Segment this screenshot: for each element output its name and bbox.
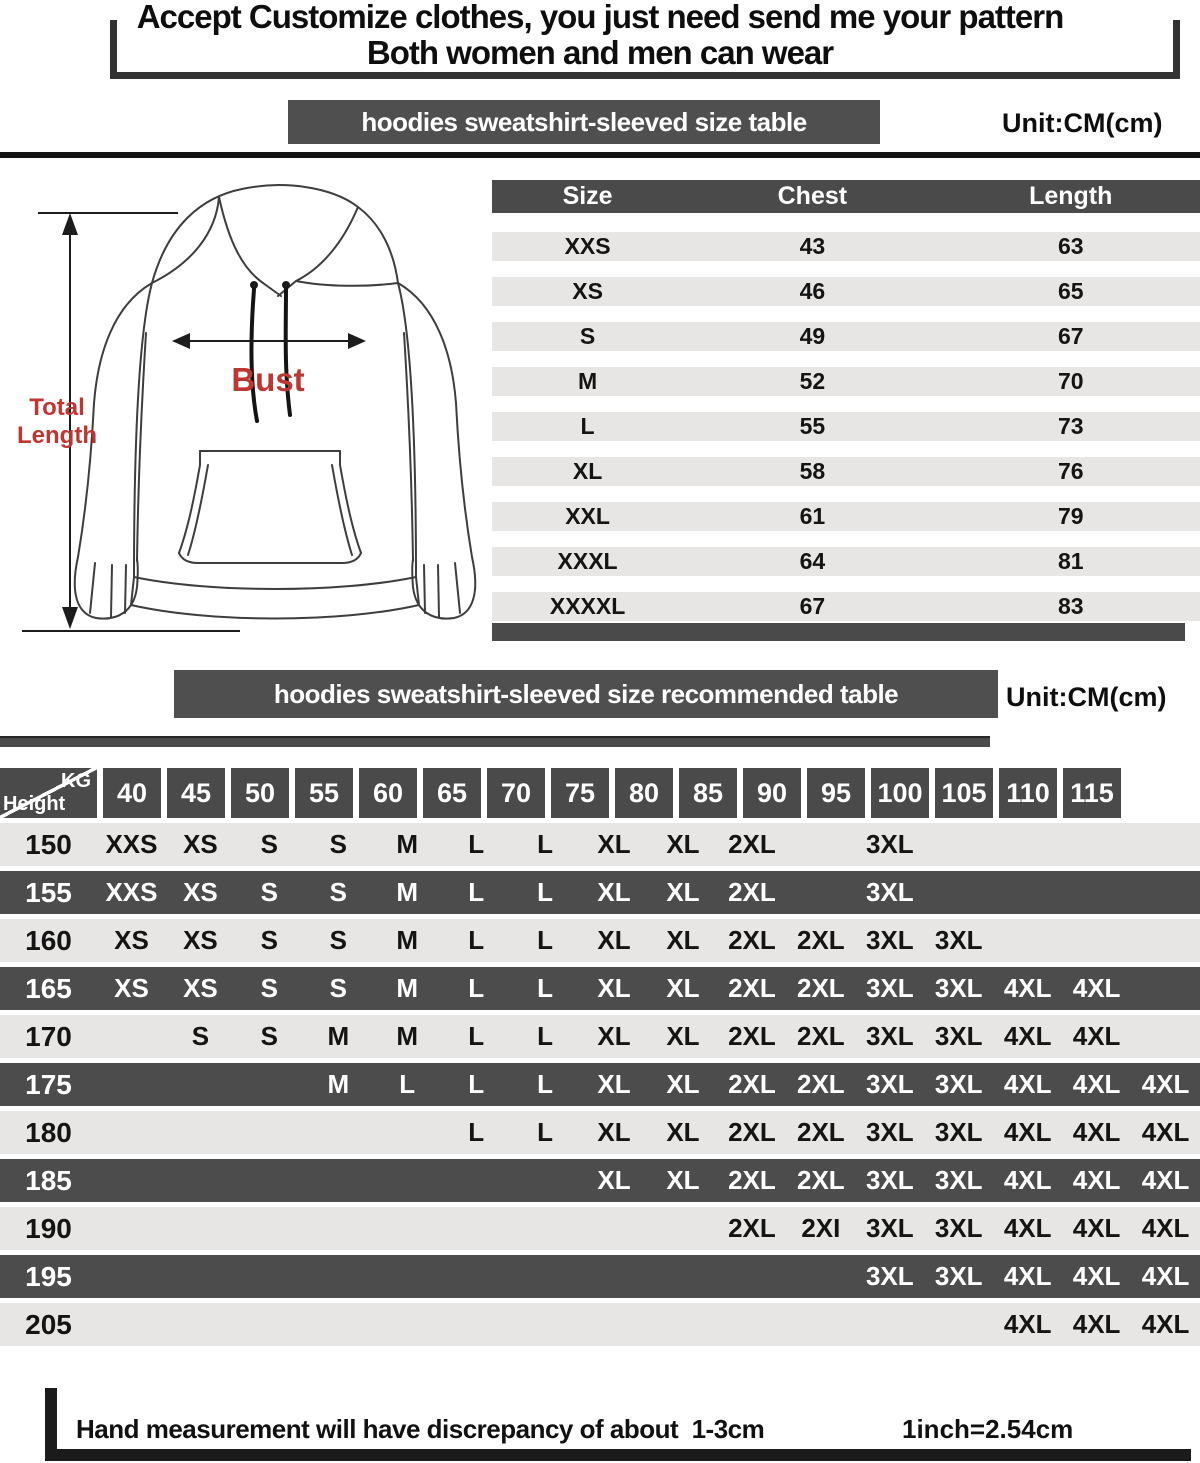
size-table-row — [492, 547, 1200, 576]
size-cell: 4XL — [1141, 1069, 1190, 1099]
size-cell: 4XL — [1003, 1069, 1052, 1099]
recommend-table-header — [0, 768, 1200, 818]
size-table-cell: XXXL — [557, 548, 618, 574]
size-table-cell: XS — [572, 278, 603, 304]
kg-height-corner-cell — [0, 768, 97, 818]
size-table-cell: 67 — [799, 593, 826, 619]
bust-label: Bust — [231, 361, 305, 398]
size-cell: M — [396, 829, 419, 859]
size-cell: L — [468, 925, 485, 955]
size-cell: 4XL — [1141, 1309, 1190, 1339]
size-cell: XS — [114, 973, 149, 1003]
size-cell: 4XL — [1141, 1165, 1190, 1195]
size-table-row — [492, 232, 1200, 261]
weight-header-cell: 110 — [999, 768, 1057, 818]
weight-header-cell: 45 — [167, 768, 225, 818]
size-table-body — [492, 232, 1200, 621]
size-table-cell: 63 — [1057, 233, 1084, 259]
weight-header-cell: 75 — [551, 768, 609, 818]
inch-conversion-note: 1inch=2.54cm — [902, 1414, 1074, 1444]
size-cell: 2XI — [801, 1213, 841, 1243]
size-table-cell: XXL — [565, 503, 610, 529]
header-line-2: Both women and men can wear — [366, 34, 834, 71]
size-cell: 3XL — [865, 1165, 914, 1195]
size-cell: 3XL — [934, 973, 983, 1003]
size-cell: 3XL — [934, 1117, 983, 1147]
size-cell: 4XL — [1003, 1213, 1052, 1243]
size-cell: XXS — [105, 877, 158, 907]
size-table-footer-bar — [492, 623, 1185, 641]
weight-header-cell: 60 — [359, 768, 417, 818]
size-cell: 2XL — [728, 925, 776, 955]
size-cell: XL — [597, 1069, 631, 1099]
size-cell: 4XL — [1003, 973, 1052, 1003]
size-table-header — [492, 180, 1200, 213]
size-table-cell: XXXXL — [549, 593, 626, 619]
size-cell: 4XL — [1141, 1213, 1190, 1243]
size-table-cell: S — [579, 323, 596, 349]
size-cell: 4XL — [1072, 1069, 1121, 1099]
size-cell: XL — [597, 973, 631, 1003]
size-table-cell: 64 — [799, 548, 826, 574]
size-table-row — [492, 277, 1200, 306]
size-cell: XL — [666, 925, 700, 955]
height-row-label: 205 — [25, 1308, 72, 1340]
size-cell: M — [327, 1021, 350, 1051]
size-table-cell: 49 — [799, 323, 826, 349]
size-cell: XL — [597, 925, 631, 955]
size-table-cell: 61 — [799, 503, 826, 529]
unit-label-2: Unit:CM(cm) — [1006, 682, 1167, 712]
weight-header-cell: 90 — [743, 768, 801, 818]
size-cell: L — [537, 1117, 554, 1147]
size-cell: 3XL — [934, 1021, 983, 1051]
recommend-table-body — [0, 823, 1200, 1346]
size-cell: 3XL — [934, 1165, 983, 1195]
weight-header-cell: 100 — [871, 768, 929, 818]
size-table-cell: XXS — [564, 233, 611, 259]
size-cell: M — [396, 877, 419, 907]
header-line-1: Accept Customize clothes, you just need send me your pattern — [136, 0, 1064, 35]
recommend-row — [0, 1063, 1200, 1106]
recommend-table — [0, 768, 1200, 1351]
size-cell: XS — [183, 877, 218, 907]
size-table-cell: 70 — [1057, 368, 1084, 394]
recommend-row — [0, 1159, 1200, 1202]
unit-label-1: Unit:CM(cm) — [1002, 108, 1163, 138]
size-cell: XS — [114, 925, 149, 955]
weight-header-cell: 50 — [231, 768, 289, 818]
size-table-cell: 81 — [1057, 548, 1084, 574]
recommend-row — [0, 871, 1200, 914]
size-table-row — [492, 592, 1200, 621]
size-cell: 2XL — [728, 829, 776, 859]
recommend-top-bar — [0, 736, 990, 747]
size-cell: 3XL — [934, 1069, 983, 1099]
size-cell: L — [399, 1069, 416, 1099]
height-row-label: 190 — [25, 1212, 72, 1244]
section-divider — [0, 152, 1200, 158]
size-cell: 4XL — [1003, 1021, 1052, 1051]
size-table-cell: 83 — [1057, 593, 1084, 619]
size-cell: XL — [666, 973, 700, 1003]
size-cell: XL — [597, 877, 631, 907]
size-table-cell: 58 — [799, 458, 826, 484]
size-cell: 4XL — [1003, 1261, 1052, 1291]
weight-header-cell: 85 — [679, 768, 737, 818]
measurement-note: Hand measurement will have discrepancy of about 1-3cm — [76, 1414, 765, 1444]
size-table-cell: 76 — [1057, 458, 1084, 484]
size-cell: L — [468, 1069, 485, 1099]
recommend-table-banner: hoodies sweatshirt-sleeved size recommended table — [174, 670, 998, 718]
recommend-row — [0, 1255, 1200, 1298]
size-cell: 4XL — [1072, 1165, 1121, 1195]
size-cell: 3XL — [865, 1261, 914, 1291]
height-label: Height — [3, 793, 66, 815]
size-cell: 2XL — [728, 1117, 776, 1147]
size-cell: 4XL — [1003, 1309, 1052, 1339]
weight-header-cell: 55 — [295, 768, 353, 818]
size-cell: 4XL — [1072, 1213, 1121, 1243]
size-cell: 3XL — [865, 1069, 914, 1099]
size-cell: S — [329, 925, 347, 955]
size-table-row — [492, 502, 1200, 531]
size-table-cell: 67 — [1057, 323, 1084, 349]
recommend-row — [0, 1303, 1200, 1346]
size-cell: S — [260, 877, 279, 907]
size-cell: S — [191, 1021, 210, 1051]
size-cell: 4XL — [1072, 973, 1121, 1003]
size-cell: 2XL — [797, 1069, 845, 1099]
size-cell: XL — [597, 1165, 631, 1195]
height-row-label: 155 — [25, 876, 72, 908]
size-cell: L — [468, 829, 485, 859]
size-cell: M — [327, 1069, 350, 1099]
size-table-header-cell: Chest — [777, 182, 848, 210]
size-cell: 2XL — [728, 1021, 776, 1051]
size-cell: M — [396, 973, 419, 1003]
size-cell: 2XL — [728, 1069, 776, 1099]
size-table-cell: XL — [572, 458, 603, 484]
size-cell: 2XL — [797, 1021, 845, 1051]
size-cell: XL — [666, 1117, 700, 1147]
size-table-row — [492, 367, 1200, 396]
height-row-label: 150 — [25, 828, 72, 860]
weight-header-cell: 105 — [935, 768, 993, 818]
size-cell: XL — [597, 1021, 631, 1051]
size-cell: 4XL — [1072, 1261, 1121, 1291]
size-cell: 3XL — [865, 1213, 914, 1243]
size-cell: L — [468, 877, 485, 907]
size-table-row — [492, 412, 1200, 441]
size-cell: XL — [666, 1021, 700, 1051]
size-table-row — [492, 457, 1200, 486]
recommend-row — [0, 823, 1200, 866]
size-cell: XL — [597, 829, 631, 859]
size-cell: 2XL — [728, 973, 776, 1003]
size-cell: 3XL — [865, 973, 914, 1003]
size-cell: 3XL — [865, 1117, 914, 1147]
size-cell: XL — [666, 877, 700, 907]
weight-header-cell: 115 — [1063, 768, 1121, 818]
size-cell: L — [468, 1021, 485, 1051]
size-cell: L — [537, 925, 554, 955]
size-cell: 4XL — [1141, 1261, 1190, 1291]
size-table-row — [492, 322, 1200, 351]
size-cell: 3XL — [865, 925, 914, 955]
size-cell: L — [468, 973, 485, 1003]
size-cell: S — [260, 973, 279, 1003]
size-cell: 4XL — [1003, 1165, 1052, 1195]
size-cell: L — [468, 1117, 485, 1147]
recommend-row — [0, 919, 1200, 962]
size-cell: 2XL — [728, 1165, 776, 1195]
bust-arrow — [172, 333, 366, 349]
total-length-label-line2: Length — [17, 422, 97, 449]
weight-header-cell: 40 — [103, 768, 161, 818]
size-cell: 3XL — [865, 877, 914, 907]
size-table — [492, 180, 1200, 641]
size-cell: XL — [597, 1117, 631, 1147]
size-cell: XS — [183, 925, 218, 955]
recommend-row — [0, 1015, 1200, 1058]
size-cell: L — [537, 1069, 554, 1099]
size-cell: XL — [666, 1165, 700, 1195]
footer-frame-bottom — [45, 1449, 1191, 1461]
size-cell: 2XL — [797, 973, 845, 1003]
size-cell: 2XL — [797, 1165, 845, 1195]
kg-label: KG — [61, 770, 91, 792]
height-row-label: 170 — [25, 1020, 72, 1052]
size-table-cell: 73 — [1057, 413, 1084, 439]
size-cell: 2XL — [728, 877, 776, 907]
size-cell: 2XL — [797, 1117, 845, 1147]
size-cell: 4XL — [1141, 1117, 1190, 1147]
hoodie-outline — [75, 185, 476, 618]
size-cell: 4XL — [1072, 1021, 1121, 1051]
size-cell: XS — [183, 829, 218, 859]
total-length-label-line1: Total — [29, 394, 85, 421]
hoodie-diagram — [0, 163, 490, 668]
size-table-header-cell: Size — [562, 182, 613, 210]
recommend-row — [0, 1207, 1200, 1250]
size-cell: 2XL — [728, 1213, 776, 1243]
size-table-banner: hoodies sweatshirt-sleeved size table — [288, 100, 880, 144]
drawstrings — [250, 281, 290, 421]
height-row-label: 185 — [25, 1164, 72, 1196]
size-cell: L — [537, 829, 554, 859]
weight-header-cell: 95 — [807, 768, 865, 818]
size-cell: 3XL — [934, 925, 983, 955]
height-row-label: 160 — [25, 924, 72, 956]
size-table-cell: M — [577, 368, 598, 394]
weight-header-cell: 70 — [487, 768, 545, 818]
size-table-cell: 65 — [1057, 278, 1084, 304]
size-cell: XXS — [105, 829, 158, 859]
size-cell: 2XL — [797, 925, 845, 955]
recommend-row — [0, 1111, 1200, 1154]
size-cell: M — [396, 925, 419, 955]
size-cell: S — [260, 829, 279, 859]
size-cell: S — [329, 877, 347, 907]
recommend-row — [0, 967, 1200, 1010]
size-table-cell: L — [580, 413, 595, 439]
height-row-label: 165 — [25, 972, 72, 1004]
size-cell: XS — [183, 973, 218, 1003]
size-cell: S — [260, 925, 279, 955]
size-cell: S — [329, 829, 347, 859]
weight-header-cell: 80 — [615, 768, 673, 818]
size-cell: 3XL — [865, 829, 914, 859]
size-cell: 3XL — [934, 1213, 983, 1243]
size-table-cell: 79 — [1057, 503, 1084, 529]
size-table-cell: 43 — [799, 233, 826, 259]
size-cell: 4XL — [1003, 1117, 1052, 1147]
height-row-label: 180 — [25, 1116, 72, 1148]
size-cell: 3XL — [934, 1261, 983, 1291]
size-cell: XL — [666, 1069, 700, 1099]
size-table-cell: 55 — [799, 413, 826, 439]
size-cell: M — [396, 1021, 419, 1051]
size-cell: S — [260, 1021, 279, 1051]
size-table-cell: 52 — [799, 368, 826, 394]
size-cell: 3XL — [865, 1021, 914, 1051]
size-table-header-cell: Length — [1029, 182, 1113, 210]
size-cell: S — [329, 973, 347, 1003]
size-cell: XL — [666, 829, 700, 859]
size-cell: 4XL — [1072, 1117, 1121, 1147]
height-row-label: 195 — [25, 1260, 72, 1292]
weight-header-cell: 65 — [423, 768, 481, 818]
size-cell: L — [537, 973, 554, 1003]
size-table-cell: 46 — [799, 278, 826, 304]
size-cell: L — [537, 1021, 554, 1051]
size-cell: L — [537, 877, 554, 907]
size-cell: 4XL — [1072, 1309, 1121, 1339]
height-row-label: 175 — [25, 1068, 72, 1100]
